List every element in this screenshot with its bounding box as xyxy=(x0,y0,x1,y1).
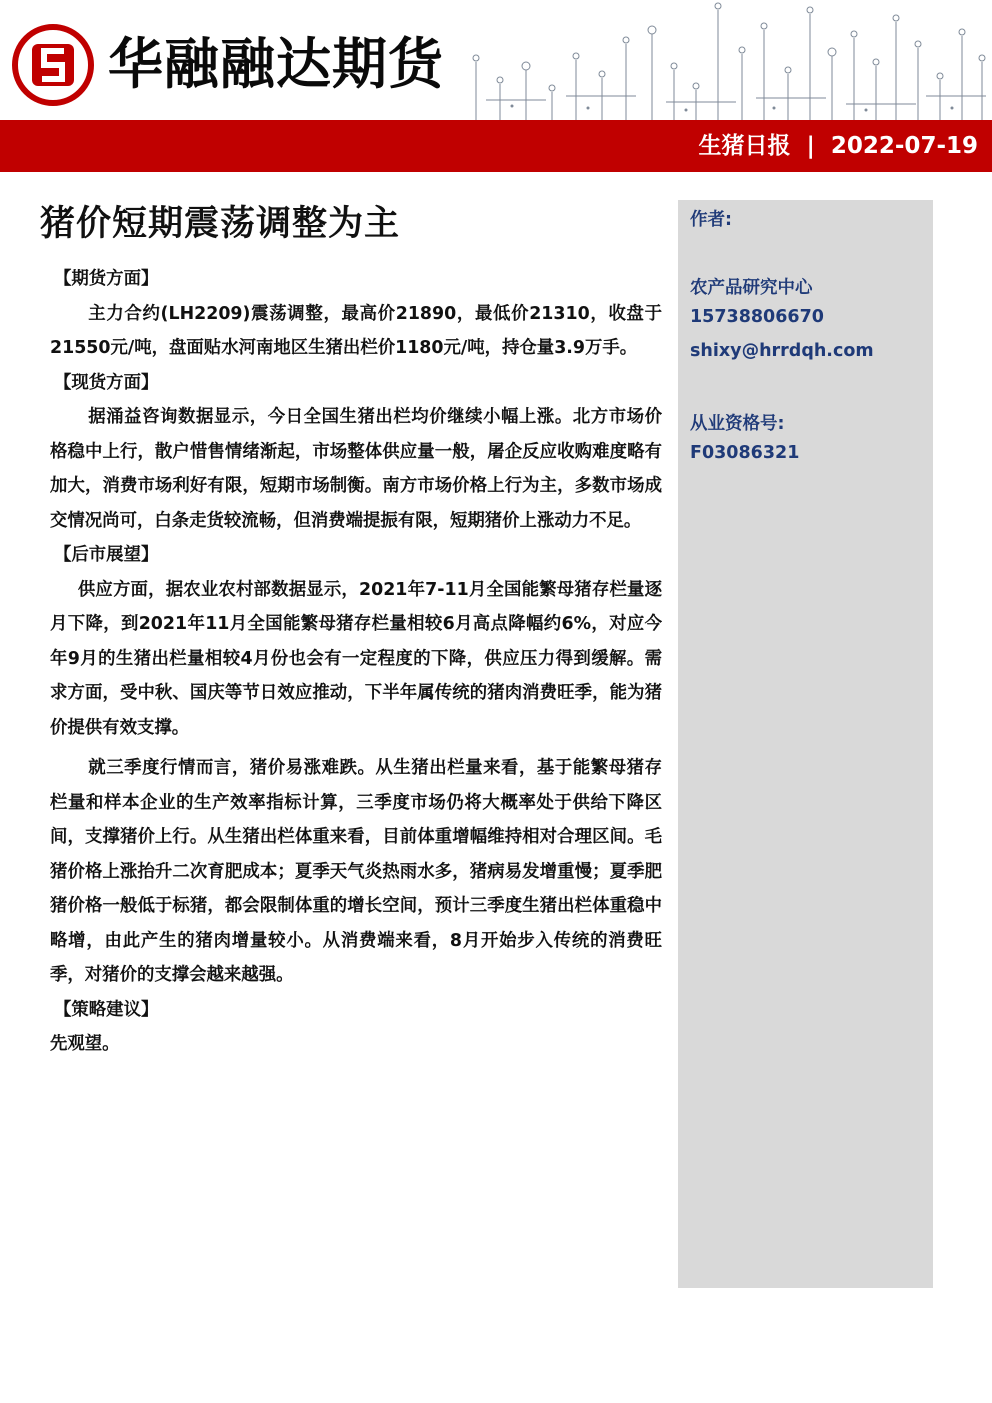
author-email: shixy@hrrdqh.com xyxy=(690,341,874,361)
report-type: 生猪日报 xyxy=(698,133,791,159)
main-content xyxy=(50,262,662,1062)
futures-paragraph: 主力合约(LH2209)震荡调整，最高价21890，最低价21310，收盘于21550元/吨，盘面贴水河南地区生猪出栏价1180元/吨，持仓量3.9万手。 xyxy=(50,303,662,358)
section-heading-spot: 【现货方面】 xyxy=(54,372,159,393)
header-decoration xyxy=(456,0,992,120)
cert-number: F03086321 xyxy=(690,443,800,463)
outlook-paragraph-supply: 供应方面，据农业农村部数据显示，2021年7-11月全国能繁母猪存栏量逐月下降，到2021年11月全国能繁母猪存栏量相较6月高点降幅约6%，对应今年9月的生猪出栏量相较4月份也会有一定程度的下降，供应压力得到缓解。需求方面，受中秋、国庆等节日效应推动，下半年属传统的猪肉消费旺季，能为猪价提供有效支撑。 xyxy=(50,579,662,738)
section-heading-outlook: 【后市展望】 xyxy=(54,545,159,565)
spot-paragraph: 据涌益咨询数据显示，今日全国生猪出栏均价继续小幅上涨。北方市场价格稳中上行，散户惜售情绪渐起，市场整体供应量一般，屠企反应收购难度略有加大，消费市场利好有限，短期市场制衡。南方市场价格上行为主，多数市场成交情况尚可，白条走货较流畅，但消费端提振有限，短期猪价上涨动力不足。 xyxy=(50,407,662,531)
report-date: 2022-07-19 xyxy=(830,133,978,159)
page-title: 猪价短期震荡调整为主 xyxy=(40,204,401,244)
author-sidebar xyxy=(678,200,933,1288)
author-phone: 15738806670 xyxy=(690,307,824,327)
report-tag xyxy=(698,120,978,172)
author-department: 农产品研究中心 xyxy=(690,278,813,298)
company-logo xyxy=(12,22,445,110)
cert-label: 从业资格号: xyxy=(690,414,785,434)
section-heading-strategy: 【策略建议】 xyxy=(54,999,159,1020)
company-logo-icon xyxy=(12,24,94,106)
brand-name: 华融融达期货 xyxy=(108,31,445,96)
header-band xyxy=(0,120,992,172)
strategy-paragraph: 先观望。 xyxy=(50,1034,120,1054)
section-heading-futures: 【期货方面】 xyxy=(54,269,159,289)
outlook-paragraph-q3: 就三季度行情而言，猪价易涨难跌。从生猪出栏量来看，基于能繁母猪存栏量和样本企业的生产效率指标计算，三季度市场仍将大概率处于供给下降区间，支撑猪价上行。从生猪出栏体重来看，目前体重增幅维持相对合理区间。毛猪价格上涨抬升二次育肥成本；夏季天气炎热雨水多，猪病易发增重慢；夏季肥猪价格一般低于标猪，都会限制体重的增长空间，预计三季度生猪出栏体重稳中略增，由此产生的猪肉增量较小。从消费端来看，8月开始步入传统的消费旺季，对猪价的支撑会越来越强。 xyxy=(50,758,662,985)
report-separator: | xyxy=(806,133,815,159)
author-label: 作者: xyxy=(690,210,732,230)
